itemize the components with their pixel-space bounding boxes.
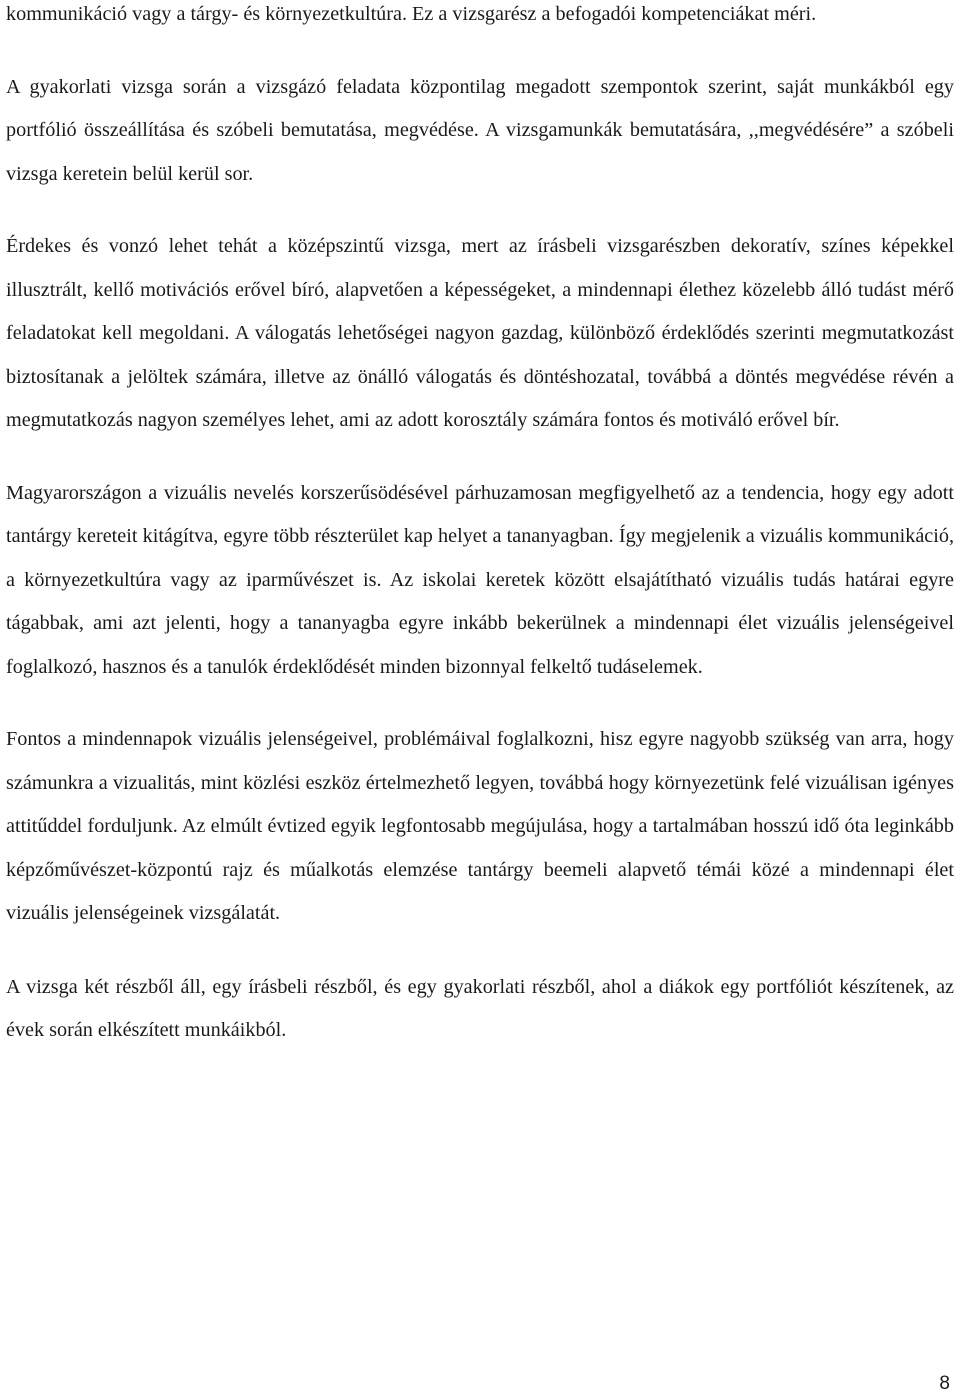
paragraph-4: Magyarországon a vizuális nevelés korszerűsödésével párhuzamosan megfigyelhető az a tendencia, hogy egy adott tantárgy kereteit kitágítva, egyre több részterület kap helyet a tananyagban. Így megjelenik a vizuális kommunikáció, a környezetkultúra vagy az iparművészet is. Az iskolai keretek között elsajátítható vizuális tudás határai egyre tágabbak, ami azt jelenti, hogy a tananyagba egyre inkább bekerülnek a mindennapi élet vizuális jelenségeivel foglalkozó, hasznos és a tanulók érdeklődését minden bizonnyal felkeltő tudáselemek.	[6, 481, 954, 678]
paragraph-3: Érdekes és vonzó lehet tehát a középszintű vizsga, mert az írásbeli vizsgarészben dekoratív, színes képekkel illusztrált, kellő motivációs erővel bíró, alapvetően a képességeket, a mindennapi élethez közelebb álló tudást mérő feladatokat kell megoldani. A válogatás lehetőségei nagyon gazdag, különböző érdeklődés szerinti megmutatkozást biztosítanak a jelöltek számára, illetve az önálló válogatás és döntéshozatal, továbbá a döntés megvédése révén a megmutatkozás nagyon személyes lehet, ami az adott korosztály számára fontos és motiváló erővel bír.	[6, 235, 954, 431]
document-page	[6, 0, 954, 1053]
page-number: 8	[939, 1373, 950, 1394]
paragraph-6: A vizsga két részből áll, egy írásbeli részből, és egy gyakorlati részből, ahol a diákok egy portfóliót készítenek, az évek során elkészített munkáikból.	[6, 975, 954, 1041]
paragraph-1: kommunikáció vagy a tárgy- és környezetkultúra. Ez a vizsgarész a befogadói kompetenciákat méri.	[6, 3, 817, 25]
paragraph-5: Fontos a mindennapok vizuális jelenségeivel, problémáival foglalkozni, hisz egyre nagyobb szükség van arra, hogy számunkra a vizualitás, mint közlési eszköz értelmezhető legyen, továbbá hogy környezetünk felé vizuálisan igényes attitűddel forduljunk. Az elmúlt évtized egyik legfontosabb megújulása, hogy a tartalmában hosszú idő óta leginkább képzőművészet-központú rajz és műalkotás elemzése tantárgy beemeli alapvető témái közé a mindennapi élet vizuális jelenségeinek vizsgálatát.	[6, 728, 954, 924]
paragraph-2: A gyakorlati vizsga során a vizsgázó feladata központilag megadott szempontok szerint, saját munkákból egy portfólió összeállítása és szóbeli bemutatása, megvédése. A vizsgamunkák bemutatására, ,,megvédésére” a szóbeli vizsga keretein belül kerül sor.	[6, 75, 954, 185]
